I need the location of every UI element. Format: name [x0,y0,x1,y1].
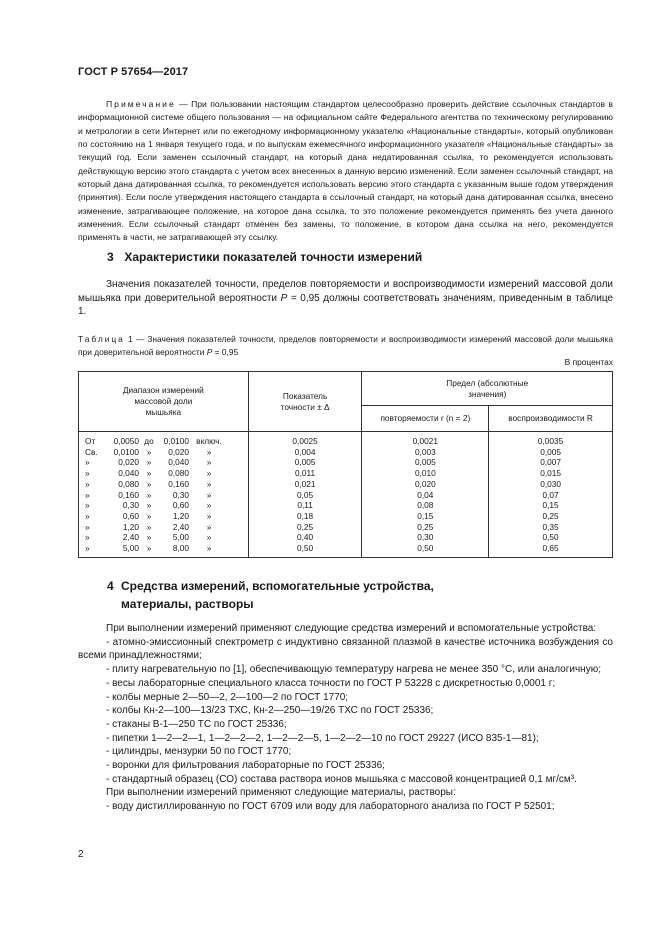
range-cell [79,532,249,543]
range-post: » [206,510,212,521]
range-cell [79,522,249,533]
range-from: 1,20 [122,521,139,532]
table-units: В процентах [564,357,613,367]
equipment-item: - колбы мерные 2—50—2, 2—100—2 по ГОСТ 1770; [106,691,349,703]
range-post: включ. [196,436,222,446]
range-mid: » [146,468,152,479]
equipment-intro: При выполнении измерений применяют следующие средства измерений и вспомогательные устройства: [106,623,597,634]
range-cell [79,468,249,479]
repeatability-cell: 0,04 [362,490,489,501]
range-to: 0,0100 [163,436,189,446]
reference-note [78,98,613,245]
range-to: 5,00 [172,532,189,543]
repeatability-cell: 0,0021 [362,432,489,447]
repeatability-cell: 0,010 [362,468,489,479]
range-post: » [206,468,212,479]
range-post: » [206,457,212,468]
header-limit: Предел (абсолютные значения) [362,372,613,406]
probability-symbol: P [280,292,288,304]
section-4-title-line2: материалы, растворы [121,596,254,611]
reproducibility-cell: 0,030 [489,479,613,490]
range-pre: Св. [85,446,98,457]
range-from: 0,080 [118,478,139,489]
page-number: 2 [78,849,84,860]
range-mid: » [146,532,152,543]
range-from: 0,040 [118,468,139,479]
reproducibility-cell: 0,50 [489,532,613,543]
header-repeatability: повторяемости r (n = 2) [362,406,489,432]
header-range: Диапазон измерений массовой доли мышьяка [79,372,249,432]
accuracy-cell: 0,18 [248,511,362,522]
table-row [79,479,613,490]
range-to: 0,160 [168,478,189,489]
header-reproducibility: воспроизводимости R [489,406,613,432]
equipment-item: - плиту нагревательную по [1], обеспечивающую температуру нагрева не менее 350 °С, или аналогичную; [106,664,601,676]
range-pre: » [85,468,90,479]
repeatability-cell: 0,30 [362,532,489,543]
table-row [79,457,613,468]
caption-probability-symbol: P [206,346,213,357]
range-from: 0,020 [118,457,139,468]
range-pre: От [85,436,96,446]
range-mid: » [146,510,152,521]
table-row [79,500,613,511]
accuracy-cell: 0,011 [248,468,362,479]
table-row [79,447,613,458]
reproducibility-cell: 0,25 [489,511,613,522]
accuracy-cell: 0,50 [248,543,362,557]
accuracy-cell: 0,11 [248,500,362,511]
range-pre: » [85,489,90,500]
range-from: 0,160 [118,489,139,500]
range-to: 1,20 [172,510,189,521]
equipment-item: - колбы Кн-2—100—13/23 ТХС, Кн-2—250—19/26 ТХС по ГОСТ 25336; [106,705,434,717]
accuracy-cell: 0,05 [248,490,362,501]
section-3-number: 3 [107,250,114,264]
equipment-item: - воронки для фильтрования лабораторные по ГОСТ 25336; [106,760,385,772]
repeatability-cell: 0,50 [362,543,489,557]
section-4-body [78,622,613,814]
table-1-caption [78,333,613,358]
reproducibility-cell: 0,007 [489,457,613,468]
document-header: ГОСТ Р 57654—2017 [78,66,189,78]
section-3-text-a: Значения показателей точности, пределов повторяемости и воспроизводимости измерений массовой доли мышьяка при доверительной вероятности [78,279,613,304]
range-mid: » [146,457,152,468]
table-row [79,490,613,501]
range-from: 0,60 [122,510,139,521]
table-caption-text: 1 — Значения показателей точности, пределов повторяемости и воспроизводимости измерений массовой доли мышьяка при доверительной вероятности [78,334,613,357]
range-to: 0,080 [168,468,189,479]
section-4-number: 4 [107,579,114,593]
range-to: 8,00 [172,543,189,554]
accuracy-cell: 0,0025 [248,432,362,447]
caption-end: = 0,95 [212,346,239,357]
range-from: 2,40 [122,532,139,543]
range-cell [79,543,249,557]
range-to: 2,40 [172,521,189,532]
table-row [79,543,613,557]
range-pre: » [85,532,90,543]
range-from: 5,00 [122,543,139,554]
reproducibility-cell: 0,005 [489,447,613,458]
range-cell [79,511,249,522]
range-mid: до [144,436,154,446]
table-row [79,522,613,533]
range-cell [79,457,249,468]
range-mid: » [146,521,152,532]
range-post: » [206,478,212,489]
equipment-item: - пипетки 1—2—2—1, 1—2—2—2, 1—2—2—5, 1—2—2—10 по ГОСТ 29227 (ИСО 835-1—81); [106,732,539,744]
table-row [79,432,613,447]
section-3-paragraph [78,278,613,319]
reproducibility-cell: 0,65 [489,543,613,557]
range-cell [79,500,249,511]
equipment-item: - стаканы В-1—250 ТС по ГОСТ 25336; [106,718,287,730]
equipment-item: - атомно-эмиссионный спектрометр с индуктивно связанной плазмой в качестве источника возбуждения со всеми принадлежностями; [78,636,613,662]
range-pre: » [85,457,90,468]
table-row [79,468,613,479]
material-item: - воду дистиллированную по ГОСТ 6709 или воду для лабораторного анализа по ГОСТ Р 52501; [106,801,555,813]
range-pre: » [85,521,90,532]
accuracy-cell: 0,25 [248,522,362,533]
repeatability-cell: 0,25 [362,522,489,533]
repeatability-cell: 0,15 [362,511,489,522]
range-mid: » [146,446,152,457]
range-pre: » [85,510,90,521]
range-cell [79,432,249,447]
range-pre: » [85,500,90,511]
range-from: 0,0050 [113,436,139,446]
section-4-heading [107,578,434,613]
accuracy-cell: 0,021 [248,479,362,490]
range-mid: » [146,489,152,500]
repeatability-cell: 0,08 [362,500,489,511]
note-text: — При пользовании настоящим стандартом целесообразно проверить действие ссылочных стандартов в информационной системе общего пользования — на официальном сайте Федерального агентства по техническому регулированию и метрологии в сети Интернет или по ежегодному информационному указателю «Национальные стандарты», который опубликован по состоянию на 1 января текущего года, и по выпускам ежемесячного информационного указателя «Национальные стандарты» за текущий год. Если заменен ссылочный стандарт, на который дана недатированная ссылка, то рекомендуется использовать действующую версию этого стандарта с учетом всех внесенных в данную версию изменений. Если заменен ссылочный стандарт, на который дана датированная ссылка, то рекомендуется использовать версию этого стандарта с указанным выше годом утверждения (принятия). Если после утверждения настоящего стандарта в ссылочный стандарт, на который дана датированная ссылка, внесено изменение, затрагивающее положение, на которое дана ссылка, то это положение рекомендуется применять без учета данного изменения. Если ссылочный стандарт отменен без замены, то положение, в котором дана ссылка на него, рекомендуется применять в части, не затрагивающей эту ссылку. [78,99,613,243]
repeatability-cell: 0,003 [362,447,489,458]
reproducibility-cell: 0,0035 [489,432,613,447]
range-post: » [206,532,212,543]
header-accuracy: Показатель точности ± Δ [248,372,362,432]
range-from: 0,0100 [113,446,139,457]
range-pre: » [85,543,90,554]
table-row [79,511,613,522]
section-3-title: Характеристики показателей точности измерений [124,250,423,264]
section-3-text-b: = 0,95 должны соответствовать значениям, приведенным в таблице 1. [78,292,613,318]
reproducibility-cell: 0,15 [489,500,613,511]
range-cell [79,479,249,490]
range-to: 0,30 [172,489,189,500]
reproducibility-cell: 0,35 [489,522,613,533]
accuracy-cell: 0,40 [248,532,362,543]
range-post: » [206,489,212,500]
range-mid: » [146,478,152,489]
table-row [79,532,613,543]
range-to: 0,60 [172,500,189,511]
reproducibility-cell: 0,07 [489,490,613,501]
range-post: » [206,521,212,532]
range-from: 0,30 [122,500,139,511]
section-4-title-line1: Средства измерений, вспомогательные устройства, [121,579,434,593]
equipment-item: - весы лабораторные специального класса точности по ГОСТ Р 53228 с дискретностью 0,0001 г; [106,677,556,689]
materials-intro: При выполнении измерений применяют следующие материалы, растворы: [106,787,456,799]
equipment-item: - цилиндры, мензурки 50 по ГОСТ 1770; [106,746,292,758]
section-3-heading [107,249,422,267]
range-cell [79,490,249,501]
reproducibility-cell: 0,015 [489,468,613,479]
range-mid: » [146,543,152,554]
accuracy-cell: 0,004 [248,447,362,458]
repeatability-cell: 0,020 [362,479,489,490]
range-mid: » [146,500,152,511]
accuracy-cell: 0,005 [248,457,362,468]
equipment-item: - стандартный образец (СО) состава раствора ионов мышьяка с массовой концентрацией 0,1 мг/см³. [106,773,577,785]
range-cell [79,447,249,458]
note-label: Примечание [106,99,176,109]
table-1 [78,371,613,558]
range-to: 0,020 [168,446,189,457]
range-pre: » [85,478,90,489]
range-post: » [206,500,212,511]
range-post: » [206,446,212,457]
repeatability-cell: 0,005 [362,457,489,468]
range-post: » [206,543,212,554]
table-label: Таблица [78,334,125,344]
range-to: 0,040 [168,457,189,468]
